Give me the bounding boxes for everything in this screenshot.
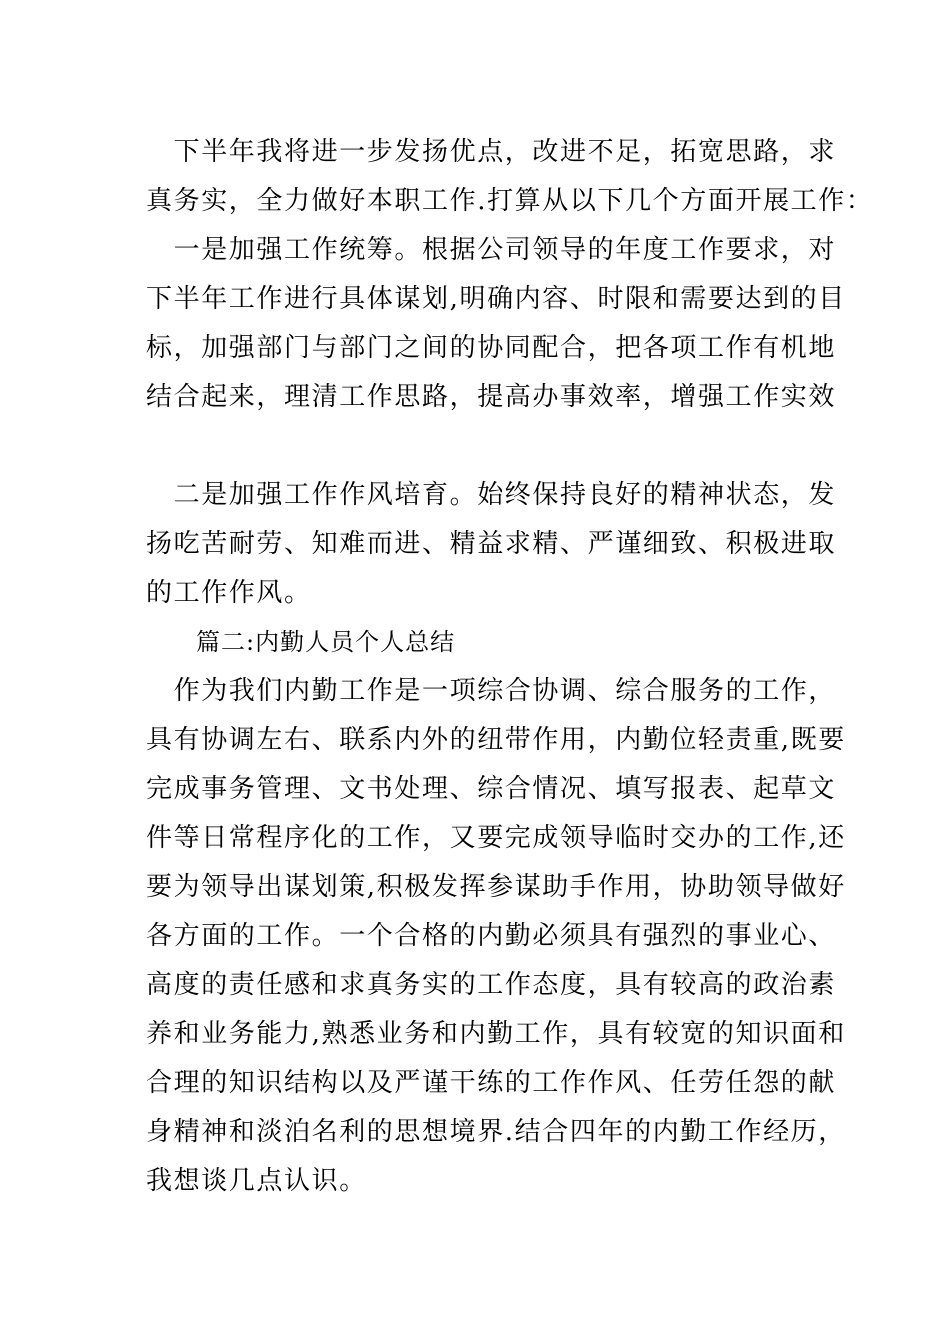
text-line: 扬吃苦耐劳、知难而进、精益求精、严谨细致、积极进取 bbox=[146, 529, 837, 559]
text-line: 具有协调左右、联系内外的纽带作用，内勤位轻责重,既要 bbox=[146, 725, 846, 755]
text-line: 标，加强部门与部门之间的协同配合，把各项工作有机地 bbox=[146, 333, 837, 363]
text-line: 的工作作风。 bbox=[146, 578, 312, 608]
text-line: 下半年工作进行具体谋划,明确内容、时限和需要达到的目 bbox=[146, 284, 846, 314]
text-line: 二是加强工作作风培育。始终保持良好的精神状态，发 bbox=[146, 480, 837, 510]
text-line: 完成事务管理、文书处理、综合情况、填写报表、起草文 bbox=[146, 774, 837, 804]
text-line: 一是加强工作统筹。根据公司领导的年度工作要求，对 bbox=[146, 235, 837, 265]
paragraph-work-style bbox=[146, 471, 837, 618]
paragraph-work-plan bbox=[146, 128, 874, 422]
text-line: 结合起来，理清工作思路，提高办事效率，增强工作实效 bbox=[146, 382, 837, 412]
blank-line bbox=[146, 422, 808, 471]
paragraph-office-summary bbox=[146, 667, 846, 1206]
text-line: 高度的责任感和求真务实的工作态度，具有较高的政治素 bbox=[146, 970, 837, 1000]
text-line: 下半年我将进一步发扬优点，改进不足，拓宽思路，求 bbox=[146, 137, 837, 167]
text-line: 各方面的工作。一个合格的内勤必须具有强烈的事业心、 bbox=[146, 921, 837, 951]
text-line: 养和业务能力,熟悉业务和内勤工作，具有较宽的知识面和 bbox=[146, 1019, 846, 1049]
text-line: 要为领导出谋划策,积极发挥参谋助手作用，协助领导做好 bbox=[146, 872, 846, 902]
document-body bbox=[146, 128, 874, 1206]
text-line: 作为我们内勤工作是一项综合协调、综合服务的工作， bbox=[146, 676, 837, 706]
text-line: 件等日常程序化的工作，又要完成领导临时交办的工作,还 bbox=[146, 823, 846, 853]
text-line: 合理的知识结构以及严谨干练的工作作风、任劳任怨的献 bbox=[146, 1068, 837, 1098]
section-heading: 篇二:内勤人员个人总结 bbox=[146, 628, 456, 656]
text-line: 真务实，全力做好本职工作.打算从以下几个方面开展工作： bbox=[146, 186, 874, 216]
text-line: 身精神和淡泊名利的思想境界.结合四年的内勤工作经历， bbox=[146, 1117, 846, 1147]
text-line: 我想谈几点认识。 bbox=[146, 1166, 367, 1196]
